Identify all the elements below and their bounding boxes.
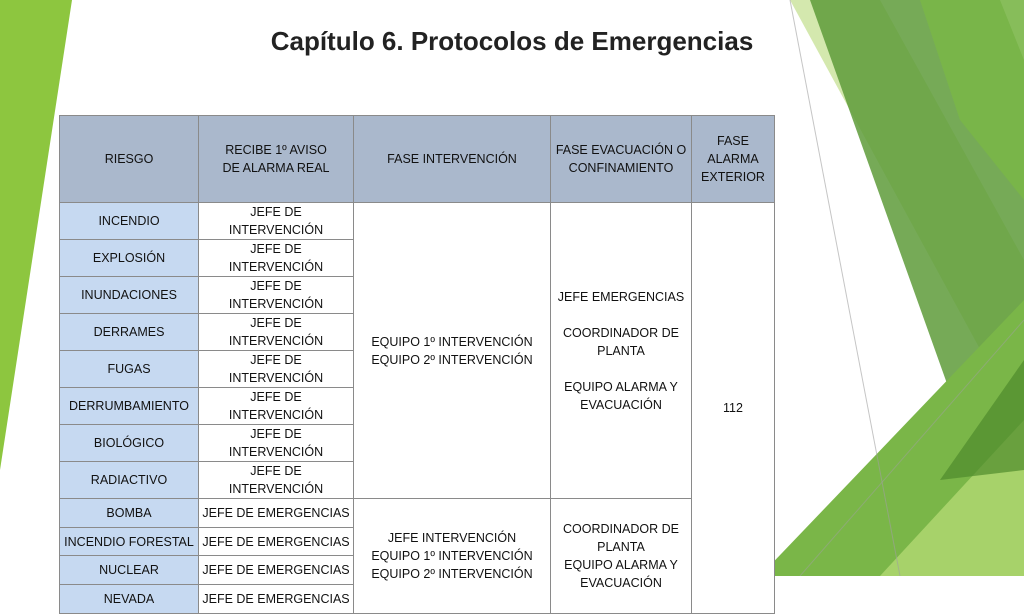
aviso-cell: JEFE DE EMERGENCIAS bbox=[199, 585, 354, 614]
table-row bbox=[60, 499, 775, 528]
page-title: Capítulo 6. Protocolos de Emergencias bbox=[270, 26, 754, 56]
header-riesgo: RIESGO bbox=[60, 116, 199, 203]
risk-cell: NEVADA bbox=[60, 585, 199, 614]
evacuacion-group-2: COORDINADOR DE PLANTA EQUIPO ALARMA Y EVACUACIÓN bbox=[551, 499, 692, 614]
risk-cell: DERRAMES bbox=[60, 314, 199, 351]
intervencion-group-2: JEFE INTERVENCIÓN EQUIPO 1º INTERVENCIÓN EQUIPO 2º INTERVENCIÓN bbox=[354, 499, 551, 614]
alarma-exterior-cell: 112 bbox=[692, 203, 775, 614]
risk-cell: INCENDIO bbox=[60, 203, 199, 240]
aviso-cell: JEFE DE INTERVENCIÓN bbox=[199, 277, 354, 314]
aviso-cell: JEFE DE EMERGENCIAS bbox=[199, 499, 354, 528]
risk-cell: NUCLEAR bbox=[60, 556, 199, 585]
risk-cell: DERRUMBAMIENTO bbox=[60, 388, 199, 425]
table-row bbox=[60, 203, 775, 240]
risk-cell: INCENDIO FORESTAL bbox=[60, 527, 199, 556]
aviso-cell: JEFE DE INTERVENCIÓN bbox=[199, 351, 354, 388]
evacuacion-group-1: JEFE EMERGENCIAS COORDINADOR DE PLANTA EQUIPO ALARMA Y EVACUACIÓN bbox=[551, 203, 692, 499]
risk-cell: BIOLÓGICO bbox=[60, 425, 199, 462]
header-fase-intervencion: FASE INTERVENCIÓN bbox=[354, 116, 551, 203]
emergency-protocols-table bbox=[59, 115, 775, 614]
risk-cell: BOMBA bbox=[60, 499, 199, 528]
risk-cell: EXPLOSIÓN bbox=[60, 240, 199, 277]
header-recibe-aviso: RECIBE 1º AVISO DE ALARMA REAL bbox=[199, 116, 354, 203]
aviso-cell: JEFE DE INTERVENCIÓN bbox=[199, 203, 354, 240]
aviso-cell: JEFE DE INTERVENCIÓN bbox=[199, 314, 354, 351]
aviso-cell: JEFE DE INTERVENCIÓN bbox=[199, 388, 354, 425]
aviso-cell: JEFE DE INTERVENCIÓN bbox=[199, 462, 354, 499]
header-fase-alarma-exterior: FASE ALARMA EXTERIOR bbox=[692, 116, 775, 203]
aviso-cell: JEFE DE INTERVENCIÓN bbox=[199, 425, 354, 462]
table-header-row bbox=[60, 116, 775, 203]
aviso-cell: JEFE DE EMERGENCIAS bbox=[199, 556, 354, 585]
header-fase-evacuacion: FASE EVACUACIÓN O CONFINAMIENTO bbox=[551, 116, 692, 203]
risk-cell: RADIACTIVO bbox=[60, 462, 199, 499]
risk-cell: FUGAS bbox=[60, 351, 199, 388]
risk-cell: INUNDACIONES bbox=[60, 277, 199, 314]
aviso-cell: JEFE DE INTERVENCIÓN bbox=[199, 240, 354, 277]
intervencion-group-1: EQUIPO 1º INTERVENCIÓN EQUIPO 2º INTERVENCIÓN bbox=[354, 203, 551, 499]
aviso-cell: JEFE DE EMERGENCIAS bbox=[199, 527, 354, 556]
